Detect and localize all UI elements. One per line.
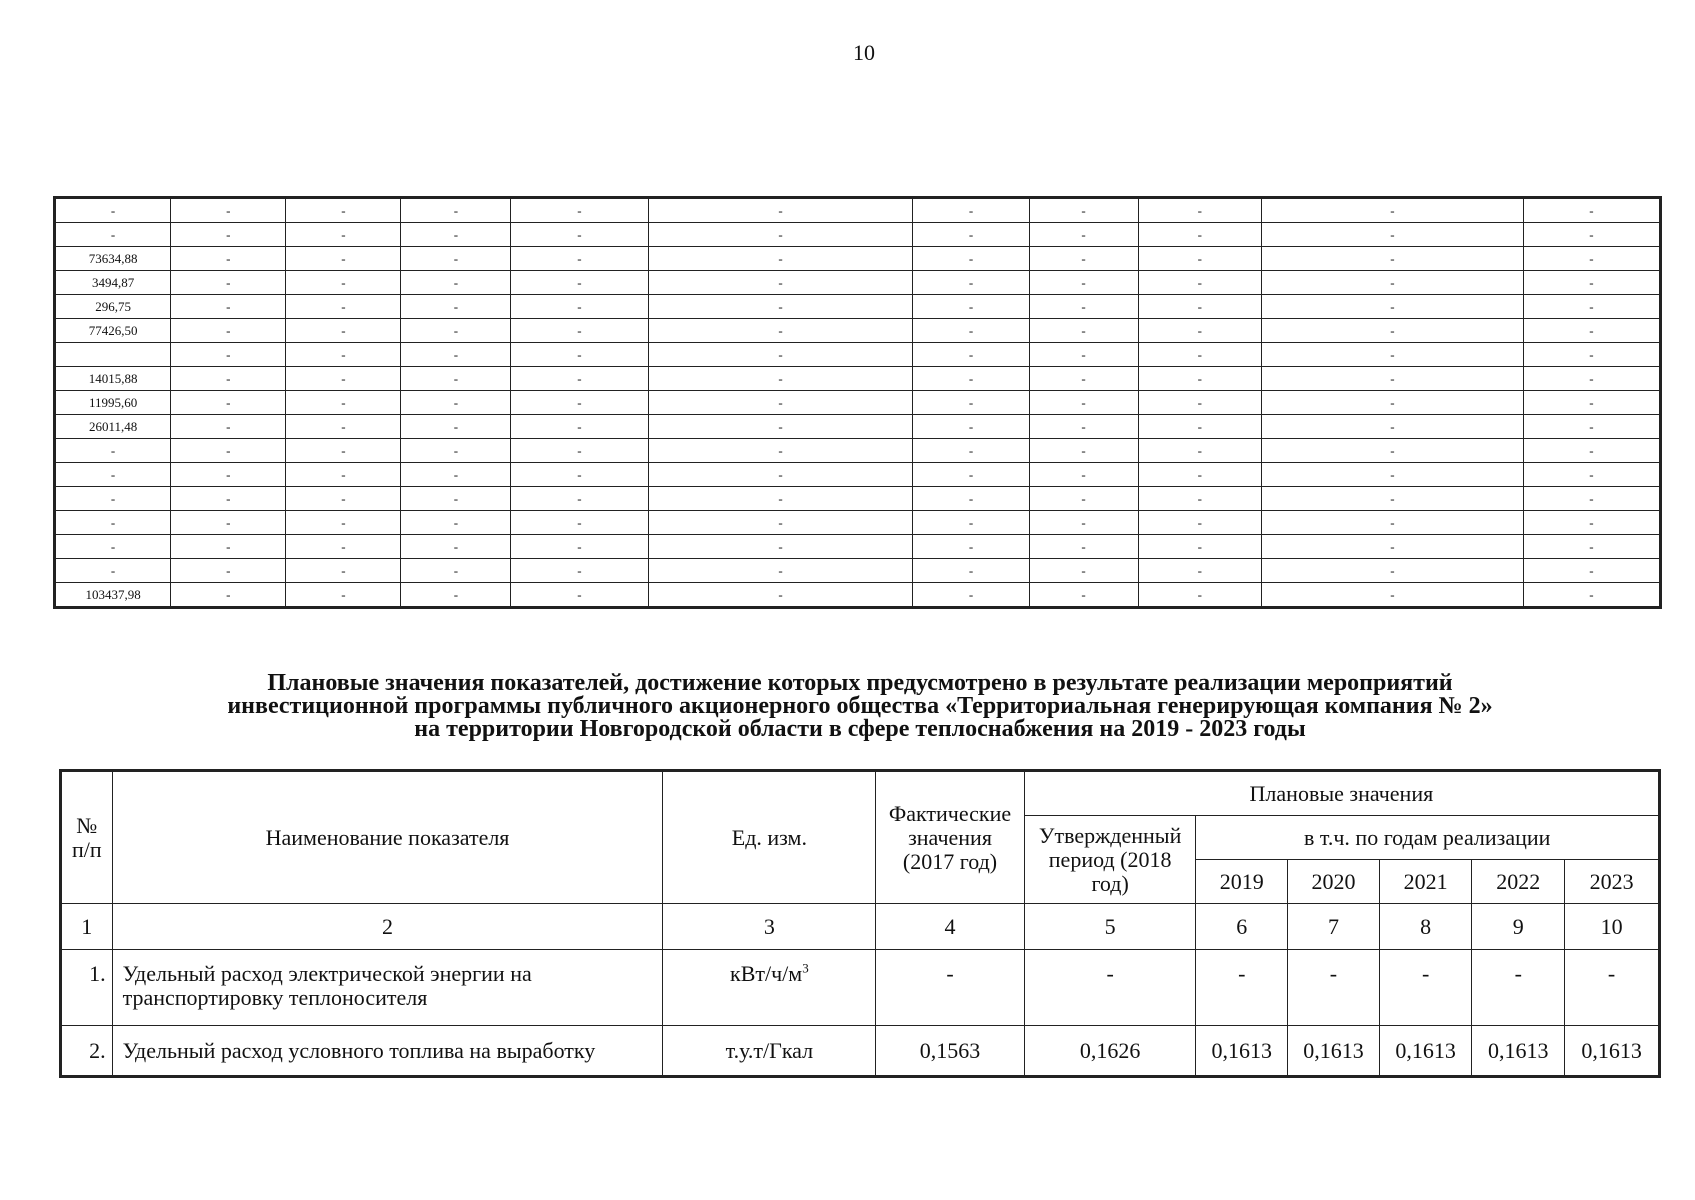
column-number: 5: [1024, 904, 1196, 950]
unit-text: кВт/ч/м: [730, 961, 803, 986]
dash-cell: -: [1523, 439, 1659, 463]
row-value: 0,1563: [876, 1026, 1025, 1076]
dash-cell: -: [511, 415, 648, 439]
table-row: [62, 1026, 1659, 1076]
dash-cell: -: [286, 319, 401, 343]
dash-cell: -: [1029, 295, 1138, 319]
dash-cell: -: [1138, 511, 1262, 535]
dash-cell: -: [401, 223, 511, 247]
dash-cell: -: [1138, 415, 1262, 439]
dash-cell: -: [171, 559, 286, 583]
dash-cell: -: [913, 583, 1029, 607]
dash-cell: -: [1029, 367, 1138, 391]
table-row: [56, 583, 1660, 607]
amount-cell: 73634,88: [56, 247, 171, 271]
dash-cell: -: [1138, 463, 1262, 487]
dash-cell: -: [913, 271, 1029, 295]
dash-cell: -: [401, 511, 511, 535]
row-unit: [663, 950, 876, 1026]
dash-cell: -: [511, 295, 648, 319]
dash-cell: -: [1523, 319, 1659, 343]
dash-cell: -: [171, 583, 286, 607]
column-number: 1: [62, 904, 113, 950]
amount-cell: [56, 343, 171, 367]
dash-cell: -: [913, 511, 1029, 535]
column-number: 4: [876, 904, 1025, 950]
dash-cell: -: [286, 367, 401, 391]
dash-cell: -: [913, 223, 1029, 247]
dash-cell: -: [1138, 391, 1262, 415]
dash-cell: -: [171, 535, 286, 559]
dash-cell: -: [1523, 391, 1659, 415]
dash-cell: -: [1262, 487, 1524, 511]
dash-cell: -: [648, 367, 913, 391]
dash-cell: -: [1138, 439, 1262, 463]
dash-cell: -: [401, 415, 511, 439]
dash-cell: -: [171, 463, 286, 487]
dash-cell: -: [1262, 343, 1524, 367]
amount-cell: 26011,48: [56, 415, 171, 439]
dash-cell: -: [648, 391, 913, 415]
dash-cell: -: [401, 199, 511, 223]
dash-cell: -: [286, 511, 401, 535]
header-year: 2022: [1472, 860, 1565, 904]
dash-cell: -: [286, 559, 401, 583]
dash-cell: -: [1523, 343, 1659, 367]
dash-cell: -: [1138, 535, 1262, 559]
dash-cell: -: [1523, 367, 1659, 391]
header-planned: Плановые значения: [1024, 772, 1658, 816]
amount-cell: -: [56, 487, 171, 511]
dash-cell: -: [171, 199, 286, 223]
dash-cell: -: [648, 463, 913, 487]
dash-cell: -: [286, 247, 401, 271]
header-year: 2023: [1565, 860, 1659, 904]
table-row: [56, 535, 1660, 559]
column-number: 7: [1288, 904, 1380, 950]
table-row: [56, 247, 1660, 271]
header-year: 2020: [1288, 860, 1380, 904]
dash-cell: -: [1029, 223, 1138, 247]
dash-cell: -: [1262, 247, 1524, 271]
upper-table: [55, 198, 1660, 607]
dash-cell: -: [1523, 247, 1659, 271]
table-row: [56, 415, 1660, 439]
title-line-3: на территории Новгородской области в сфере теплоснабжения на 2019 - 2023 годы: [414, 716, 1306, 742]
dash-cell: -: [511, 487, 648, 511]
dash-cell: -: [401, 247, 511, 271]
dash-cell: -: [511, 583, 648, 607]
dash-cell: -: [286, 391, 401, 415]
dash-cell: -: [648, 223, 913, 247]
table-row: [56, 223, 1660, 247]
dash-cell: -: [1262, 463, 1524, 487]
dash-cell: -: [401, 439, 511, 463]
dash-cell: -: [1523, 511, 1659, 535]
column-number: 6: [1196, 904, 1288, 950]
dash-cell: -: [913, 319, 1029, 343]
dash-cell: -: [286, 271, 401, 295]
dash-cell: -: [286, 343, 401, 367]
dash-cell: -: [1138, 247, 1262, 271]
dash-cell: -: [1029, 343, 1138, 367]
dash-cell: -: [1523, 487, 1659, 511]
title-line-1: Плановые значения показателей, достижение которых предусмотрено в результате реализации мероприятий: [267, 670, 1453, 696]
row-value: 0,1613: [1379, 1026, 1472, 1076]
dash-cell: -: [1029, 511, 1138, 535]
row-num: 1.: [62, 950, 113, 1026]
dash-cell: -: [1523, 415, 1659, 439]
dash-cell: -: [286, 583, 401, 607]
dash-cell: -: [401, 583, 511, 607]
dash-cell: -: [648, 343, 913, 367]
header-approved: Утвержденный период (2018 год): [1024, 816, 1196, 904]
amount-cell: -: [56, 535, 171, 559]
dash-cell: -: [648, 559, 913, 583]
dash-cell: -: [1138, 583, 1262, 607]
dash-cell: -: [913, 199, 1029, 223]
dash-cell: -: [913, 487, 1029, 511]
dash-cell: -: [401, 319, 511, 343]
dash-cell: -: [511, 247, 648, 271]
dash-cell: -: [401, 343, 511, 367]
table-row: [56, 487, 1660, 511]
dash-cell: -: [1029, 271, 1138, 295]
dash-cell: -: [913, 415, 1029, 439]
dash-cell: -: [1262, 535, 1524, 559]
dash-cell: -: [1138, 367, 1262, 391]
dash-cell: -: [1262, 199, 1524, 223]
table-row: [56, 463, 1660, 487]
row-value: 0,1613: [1472, 1026, 1565, 1076]
amount-cell: -: [56, 199, 171, 223]
amount-cell: -: [56, 223, 171, 247]
dash-cell: -: [286, 439, 401, 463]
dash-cell: -: [1138, 223, 1262, 247]
dash-cell: -: [511, 223, 648, 247]
dash-cell: -: [171, 271, 286, 295]
row-value: -: [1196, 950, 1288, 1026]
row-unit: [663, 1026, 876, 1076]
table-row: [56, 319, 1660, 343]
dash-cell: -: [1029, 535, 1138, 559]
header-by-years: в т.ч. по годам реализации: [1196, 816, 1659, 860]
dash-cell: -: [1523, 223, 1659, 247]
column-number: 8: [1379, 904, 1472, 950]
amount-cell: -: [56, 439, 171, 463]
dash-cell: -: [511, 511, 648, 535]
dash-cell: -: [1523, 199, 1659, 223]
dash-cell: -: [648, 583, 913, 607]
row-value: 0,1613: [1196, 1026, 1288, 1076]
dash-cell: -: [648, 511, 913, 535]
row-name: Удельный расход электрической энергии на транспортировку теплоносителя: [112, 950, 663, 1026]
dash-cell: -: [1262, 367, 1524, 391]
indicators-table: [61, 771, 1659, 1076]
amount-cell: -: [56, 559, 171, 583]
dash-cell: -: [171, 319, 286, 343]
dash-cell: -: [1262, 559, 1524, 583]
dash-cell: -: [171, 487, 286, 511]
dash-cell: -: [1262, 319, 1524, 343]
dash-cell: -: [286, 535, 401, 559]
row-value: -: [1024, 950, 1196, 1026]
dash-cell: -: [286, 463, 401, 487]
dash-cell: -: [648, 295, 913, 319]
dash-cell: -: [1262, 271, 1524, 295]
dash-cell: -: [1523, 583, 1659, 607]
amount-cell: 296,75: [56, 295, 171, 319]
dash-cell: -: [1262, 391, 1524, 415]
dash-cell: -: [1029, 199, 1138, 223]
dash-cell: -: [511, 367, 648, 391]
header-actual: Фактические значения (2017 год): [876, 772, 1025, 904]
column-number: 10: [1565, 904, 1659, 950]
dash-cell: -: [1262, 439, 1524, 463]
table-row: [56, 199, 1660, 223]
dash-cell: -: [1029, 319, 1138, 343]
dash-cell: -: [913, 367, 1029, 391]
row-value: -: [1472, 950, 1565, 1026]
dash-cell: -: [1138, 319, 1262, 343]
table-row: [56, 295, 1660, 319]
dash-cell: -: [171, 391, 286, 415]
table-row: [56, 343, 1660, 367]
table-row: [56, 439, 1660, 463]
dash-cell: -: [648, 535, 913, 559]
row-value: 0,1626: [1024, 1026, 1196, 1076]
dash-cell: -: [171, 415, 286, 439]
dash-cell: -: [913, 391, 1029, 415]
dash-cell: -: [1138, 199, 1262, 223]
amount-cell: 77426,50: [56, 319, 171, 343]
dash-cell: -: [1138, 559, 1262, 583]
dash-cell: -: [1523, 271, 1659, 295]
row-value: -: [1288, 950, 1380, 1026]
row-value: 0,1613: [1565, 1026, 1659, 1076]
column-number: 2: [112, 904, 663, 950]
dash-cell: -: [1029, 391, 1138, 415]
dash-cell: -: [913, 463, 1029, 487]
dash-cell: -: [171, 295, 286, 319]
header-unit: Ед. изм.: [663, 772, 876, 904]
dash-cell: -: [1523, 559, 1659, 583]
dash-cell: -: [1029, 487, 1138, 511]
dash-cell: -: [1262, 583, 1524, 607]
dash-cell: -: [1029, 247, 1138, 271]
dash-cell: -: [511, 271, 648, 295]
dash-cell: -: [648, 439, 913, 463]
dash-cell: -: [1523, 463, 1659, 487]
dash-cell: -: [1029, 415, 1138, 439]
dash-cell: -: [1262, 415, 1524, 439]
dash-cell: -: [648, 271, 913, 295]
amount-cell: -: [56, 463, 171, 487]
column-number: 3: [663, 904, 876, 950]
dash-cell: -: [171, 247, 286, 271]
dash-cell: -: [511, 319, 648, 343]
dash-cell: -: [1262, 295, 1524, 319]
dash-cell: -: [511, 535, 648, 559]
page-number: 10: [853, 40, 875, 65]
dash-cell: -: [913, 535, 1029, 559]
unit-superscript: 3: [802, 960, 809, 976]
dash-cell: -: [401, 535, 511, 559]
dash-cell: -: [913, 295, 1029, 319]
amount-cell: 11995,60: [56, 391, 171, 415]
dash-cell: -: [1523, 295, 1659, 319]
table-row: [56, 511, 1660, 535]
header-year: 2019: [1196, 860, 1288, 904]
amount-cell: 3494,87: [56, 271, 171, 295]
dash-cell: -: [1138, 271, 1262, 295]
dash-cell: -: [648, 247, 913, 271]
dash-cell: -: [1029, 439, 1138, 463]
header-year: 2021: [1379, 860, 1472, 904]
dash-cell: -: [511, 463, 648, 487]
amount-cell: -: [56, 511, 171, 535]
dash-cell: -: [1523, 535, 1659, 559]
dash-cell: -: [401, 463, 511, 487]
table-row: [56, 271, 1660, 295]
dash-cell: -: [286, 295, 401, 319]
dash-cell: -: [1029, 559, 1138, 583]
dash-cell: -: [913, 343, 1029, 367]
dash-cell: -: [648, 487, 913, 511]
dash-cell: -: [1138, 487, 1262, 511]
column-number: 9: [1472, 904, 1565, 950]
row-value: -: [876, 950, 1025, 1026]
dash-cell: -: [1262, 511, 1524, 535]
row-name: Удельный расход условного топлива на выработку: [112, 1026, 663, 1076]
dash-cell: -: [401, 271, 511, 295]
dash-cell: -: [171, 367, 286, 391]
dash-cell: -: [286, 487, 401, 511]
section-title: [60, 672, 1660, 741]
dash-cell: -: [1029, 463, 1138, 487]
dash-cell: -: [401, 391, 511, 415]
dash-cell: -: [401, 295, 511, 319]
dash-cell: -: [286, 415, 401, 439]
dash-cell: -: [511, 559, 648, 583]
row-value: -: [1379, 950, 1472, 1026]
dash-cell: -: [511, 439, 648, 463]
table-row: [56, 391, 1660, 415]
table-row: [62, 950, 1659, 1026]
dash-cell: -: [648, 319, 913, 343]
dash-cell: -: [401, 559, 511, 583]
row-value: 0,1613: [1288, 1026, 1380, 1076]
header-num: № п/п: [62, 772, 113, 904]
header-name: Наименование показателя: [112, 772, 663, 904]
title-line-2: инвестиционной программы публичного акционерного общества «Территориальная генерирующая компания № 2»: [227, 693, 1493, 719]
dash-cell: -: [648, 415, 913, 439]
dash-cell: -: [171, 223, 286, 247]
table-row: [56, 559, 1660, 583]
amount-cell: 103437,98: [56, 583, 171, 607]
dash-cell: -: [401, 487, 511, 511]
dash-cell: -: [913, 439, 1029, 463]
dash-cell: -: [913, 559, 1029, 583]
dash-cell: -: [286, 199, 401, 223]
dash-cell: -: [171, 511, 286, 535]
dash-cell: -: [511, 343, 648, 367]
amount-cell: 14015,88: [56, 367, 171, 391]
table-row: [56, 367, 1660, 391]
dash-cell: -: [286, 223, 401, 247]
dash-cell: -: [171, 343, 286, 367]
dash-cell: -: [401, 367, 511, 391]
dash-cell: -: [511, 199, 648, 223]
row-num: 2.: [62, 1026, 113, 1076]
unit-text: т.у.т/Гкал: [725, 1037, 814, 1063]
dash-cell: -: [171, 439, 286, 463]
dash-cell: -: [648, 199, 913, 223]
row-value: -: [1565, 950, 1659, 1026]
dash-cell: -: [1262, 223, 1524, 247]
dash-cell: -: [913, 247, 1029, 271]
dash-cell: -: [1029, 583, 1138, 607]
dash-cell: -: [511, 391, 648, 415]
dash-cell: -: [1138, 295, 1262, 319]
dash-cell: -: [1138, 343, 1262, 367]
